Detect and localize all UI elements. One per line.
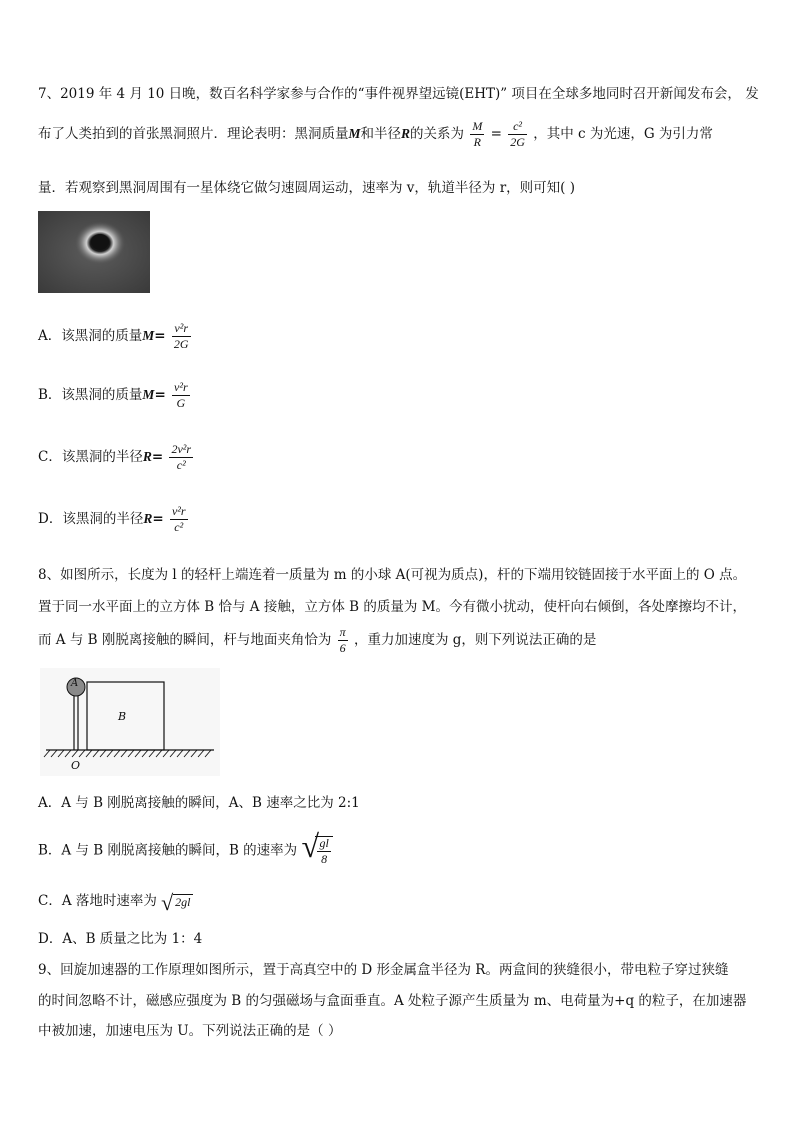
- q8-option-c[interactable]: C．A 落地时速率为 √ 2gl: [38, 889, 191, 915]
- q8-line-3: 而 A 与 B 刚脱离接触的瞬间，杆与地面夹角恰为 $\frac{\pi}{6}$ ，重力加速度为 g，则下列说法正确的是: [38, 625, 597, 656]
- block-label: B: [118, 710, 127, 723]
- q7-line-2: [38, 120, 713, 149]
- sqrt-gl-over-8: √ $\frac{gl}{8}$: [301, 836, 332, 866]
- sqrt-2gl: √ 2gl: [161, 889, 191, 915]
- q7-line-3: 量．若观察到黑洞周围有一星体绕它做匀速圆周运动，速率为 v，轨道半径为 r，则可知( ): [38, 180, 575, 196]
- q9-line-1: 9、回旋加速器的工作原理如图所示，置于高真空中的 D 形金属盒半径为 R。两盒间的狭缝很小，带电粒子穿过狭缝: [38, 962, 729, 978]
- q7-line-2-post: ，其中 c 为光速，G 为引力常: [533, 126, 713, 143]
- q9-line-2: 的时间忽略不计，磁感应强度为 B 的匀强磁场与盒面垂直。A 处粒子源产生质量为 m、电荷量为+q 的粒子，在加速器: [38, 993, 747, 1009]
- var-r: R: [401, 126, 411, 142]
- q8-option-a[interactable]: A．A 与 B 刚脱离接触的瞬间，A、B 速率之比为 2:1: [38, 795, 360, 811]
- q7-line-2-rel: 的关系为: [410, 126, 465, 143]
- q7-line-2-and: 和半径: [360, 126, 402, 143]
- angle-fraction: $\frac{\pi}{6}$: [339, 625, 346, 656]
- pivot-label: O: [71, 759, 81, 772]
- q7-line-1: 7、2019 年 4 月 10 日晚，数百名科学家参与合作的“事件视界望远镜(EHT)” 项目在全球多地同时召开新闻发布会， 发: [38, 86, 759, 102]
- q7-option-c[interactable]: C．该黑洞的半径R= $\frac{\text{2v²r}}{\text{c²}}$: [38, 442, 192, 473]
- var-m: M: [348, 126, 361, 142]
- relation-rhs-fraction: $\frac{\text{c²}}{2G}$: [510, 119, 525, 150]
- q9-line-3: 中被加速，加速电压为 U。下列说法正确的是（ ）: [38, 1023, 342, 1039]
- q7-option-b[interactable]: B．该黑洞的质量M= $\frac{\text{v²r}}{G}$: [38, 380, 188, 411]
- relation-lhs-fraction: $\frac{M}{R}$: [472, 119, 483, 150]
- black-hole-image: [38, 211, 150, 293]
- q7-option-a[interactable]: A．该黑洞的质量M= $\frac{\text{v²r}}{2G}$: [38, 321, 189, 352]
- q8-option-b[interactable]: B．A 与 B 刚脱离接触的瞬间，B 的速率为 √ $\frac{gl}{8}$: [38, 836, 333, 866]
- ball-label: A: [71, 678, 79, 689]
- q7-line-2-pre: 布了人类拍到的首张黑洞照片．理论表明：黑洞质量: [38, 126, 349, 143]
- q8-line-2: 置于同一水平面上的立方体 B 恰与 A 接触，立方体 B 的质量为 M。今有微小扰动，使杆向右倾倒，各处摩擦均不计，: [38, 599, 746, 615]
- rod-block-figure: [40, 668, 220, 776]
- q8-option-d[interactable]: D．A、B 质量之比为 1：4: [38, 931, 203, 947]
- relation-equals: =: [490, 126, 502, 143]
- q7-option-d[interactable]: D．该黑洞的半径R= $\frac{\text{v²r}}{\text{c²}}$: [38, 504, 186, 535]
- q8-line-1: 8、如图所示，长度为 l 的轻杆上端连着一质量为 m 的小球 A(可视为质点)，杆的下端用铰链固接于水平面上的 O 点。: [38, 567, 747, 583]
